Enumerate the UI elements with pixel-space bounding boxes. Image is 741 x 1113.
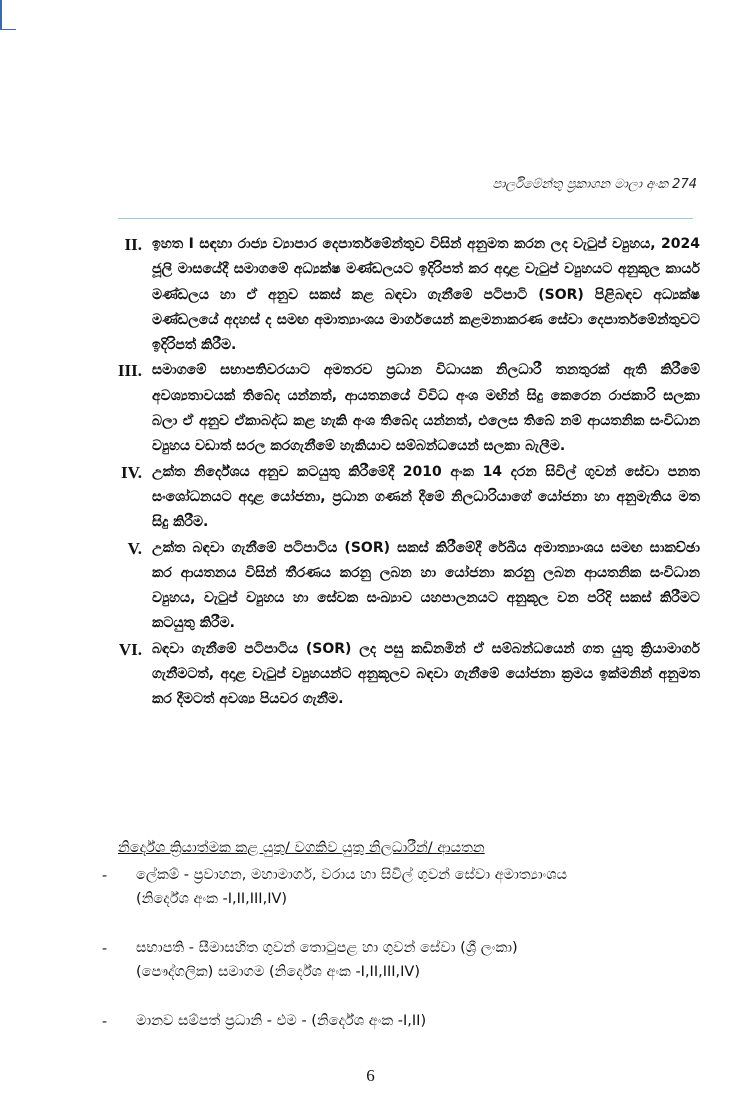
recommendation-item xyxy=(100,536,700,637)
recommendation-number: VI. xyxy=(118,639,142,659)
responsible-party-item xyxy=(102,936,702,984)
recommendation-reference: (නිර්දේශ අංක -I,II,III,IV) xyxy=(136,891,288,907)
recommendation-text: සමාගමේ සභාපතිවරයාට අමතරව ප්‍රධාන විධායක නිලධාරී තනතුරක් ඇති කිරීමේ අවශ්‍යතාවයක් තිබේද යන්නත්, ආයතනයේ විවිධ අංශ මඟින් සිදු කෙරෙන රාජකාරි සලකා බලා ඒ අනුව ඒකාබද්ධ කළ හැකි අංශ තිබේද යන්නත්, එලෙස තිබේ නම් ආයතනික සංවිධාන ව්‍යුහය වඩාත් සරල කරගැනීමේ හැකියාව සම්බන්ධයෙන් සලකා බැලීම. xyxy=(152,362,700,455)
list-dash: - xyxy=(102,1012,108,1030)
recommendation-item xyxy=(100,358,700,459)
responsible-party-text xyxy=(136,936,702,984)
responsible-party-item xyxy=(102,1009,702,1033)
responsible-parties-heading: නිර්දේශ ක්‍රියාත්මක කළ යුතු/ වගකිව යුතු නිලධාරීන්/ ආයතන xyxy=(118,840,485,856)
responsible-party-text xyxy=(136,863,702,911)
responsible-party-item xyxy=(102,863,702,911)
recommendation-item xyxy=(100,637,700,713)
recommendation-number: V. xyxy=(127,538,142,558)
recommendation-item xyxy=(100,460,700,536)
list-dash: - xyxy=(102,939,108,957)
recommendation-reference: (පෞද්ගලික) සමාගම (නිර්දේශ අංක -I,II,III,IV) xyxy=(136,964,421,980)
recommendation-list xyxy=(100,232,700,713)
responsible-party-line: මානව සම්පත් ප්‍රධානි - එම - (නිර්දේශ අංක -I,II) xyxy=(136,1013,427,1029)
list-dash: - xyxy=(102,866,108,884)
responsible-party-line: සභාපති - සීමාසහිත ගුවන් තොටුපළ හා ගුවන් සේවා (ශ්‍රී ලංකා) xyxy=(136,940,518,956)
recommendation-text: උක්ත නිර්දේශය අනුව කටයුතු කිරීමේදී 2010 අංක 14 දරන සිවිල් ගුවන් සේවා පනත සංශෝධනයට අදාළ යෝජනා, ප්‍රධාන ගණන් දීමේ නිලධාරියාගේ යෝජනා හා අනුමැතිය මත සිදු කිරීම. xyxy=(152,463,700,531)
recommendation-text: බඳවා ගැනීමේ පටිපාටිය (SOR) ලද පසු කඩිනමින් ඒ සම්බන්ධයෙන් ගත යුතු ක්‍රියාමාර්ග ගැනීමටත්, අදාළ වැටුප් ව්‍යුහයන්ට අනුකූලව බඳවා ගැනීමේ යෝජනා ක්‍රමය ඉක්මනින් අනුමත කර දීමටත් අවශ්‍ය පියවර ගැනීම. xyxy=(152,640,700,708)
responsible-party-line: ලේකම් - ප්‍රවාහන, මහාමාර්ග, වරාය හා සිවිල් ගුවන් සේවා අමාත්‍යාංශය xyxy=(136,867,568,883)
responsible-parties-list xyxy=(102,863,702,1058)
running-header: පාර්ලිමේන්තු ප්‍රකාශන මාලා අංක 274 xyxy=(492,177,697,192)
recommendation-number: III. xyxy=(117,361,142,381)
recommendation-text: උක්ත බඳවා ගැනීමේ පටිපාටිය (SOR) සකස් කිරීමේදී රේඛීය අමාත්‍යාංශය සමඟ සාකච්ඡා කර ආයතනය විසින් තීරණය කරනු ලබන හා යෝජනා කරනු ලබන ආයතනික සංවිධාන ව්‍යුහය, වැටුප් ව්‍යුහය හා සේවක සංඛ්‍යාව යහපාලනයට අනුකූල වන පරිදි සකස් කිරීමට කටයුතු කිරීම. xyxy=(152,539,700,632)
responsible-party-text xyxy=(136,1009,702,1033)
recommendation-text: ඉහත I සඳහා රාජ්‍ය ව්‍යාපාර දෙපාර්තමේන්තුව විසින් අනුමත කරන ලද වැටුප් ව්‍යුහය, 2024 ජූලි මාසයේදී සමාගමේ අධ්‍යක්ෂ මණ්ඩලයට ඉදිරිපත් කර අදාළ වැටුප් ව්‍යුහයට අනුකූල කාර්ය මණ්ඩලය හා ඒ අනුව සකස් කළ බඳවා ගැනීමේ පටිපාටි (SOR) පිළිබඳව අධ්‍යක්ෂ මණ්ඩලයේ අදහස් ද සමඟ අමාත්‍යාංශය මාර්ගයෙන් කළමනාකරණ සේවා දෙපාර්තමේන්තුවට ඉදිරිපත් කිරීම. xyxy=(152,236,700,354)
page-corner-mark xyxy=(0,0,16,30)
page-number: 6 xyxy=(366,1066,375,1085)
recommendation-number: II. xyxy=(124,235,142,254)
header-rule xyxy=(118,218,693,219)
recommendation-number: IV. xyxy=(121,462,142,482)
recommendation-item xyxy=(100,232,700,358)
